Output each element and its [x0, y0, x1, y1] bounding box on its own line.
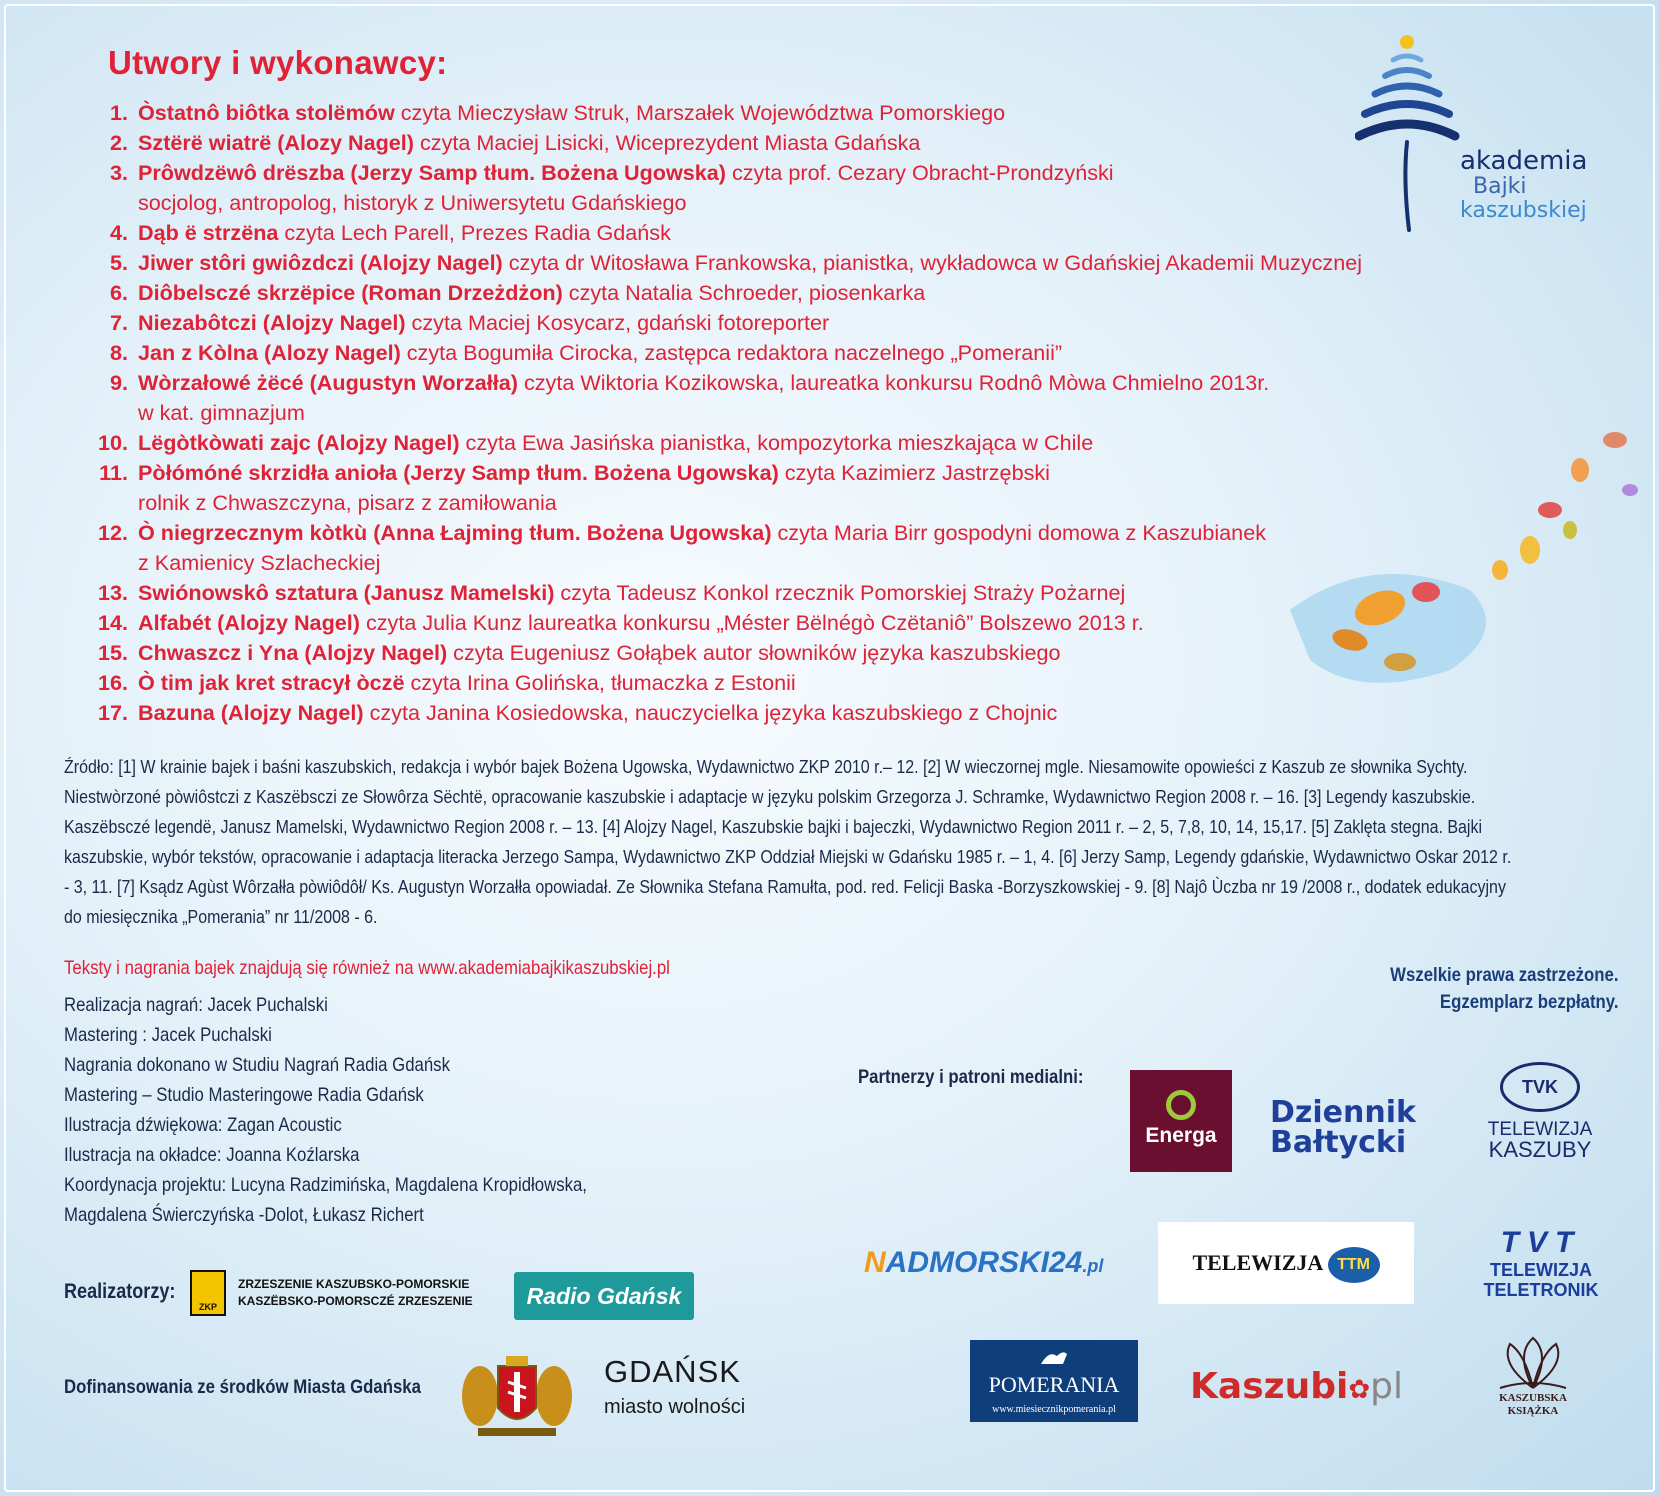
- credit-line: Ilustracja dźwiękowa: Zagan Acoustic: [64, 1114, 342, 1136]
- kszk-line1: KASZUBSKA: [1499, 1392, 1567, 1404]
- track-title: Prôwdzëwô drëszba (Jerzy Samp tłum. Bożena Ugowska): [138, 160, 726, 185]
- free-copy-line: Egzemplarz bezpłatny.: [1440, 991, 1619, 1013]
- gdansk-city-logo: [604, 1354, 764, 1419]
- track-reader: czyta Mieczysław Struk, Marszałek Województwa Pomorskiego: [394, 100, 1006, 125]
- track-number: 9.: [109, 370, 128, 395]
- track-reader-continued: w kat. gimnazjum: [138, 400, 305, 425]
- nadmorski-n: N: [864, 1246, 886, 1279]
- nadmorski-word: ADMORSKI24: [885, 1246, 1083, 1279]
- bajki-word: Bajki: [1473, 174, 1527, 199]
- track-number: 2.: [109, 130, 128, 155]
- track-reader: czyta Bogumiła Cirocka, zastępca redaktora naczelnego „Pomeranii”: [400, 340, 1063, 365]
- track-item: [84, 308, 1504, 338]
- kaszubi-word: Kaszubi: [1190, 1366, 1349, 1407]
- pomerania-title: POMERANIA: [988, 1372, 1120, 1397]
- zkp-mark: ZKP: [199, 1302, 217, 1312]
- funding-label: Dofinansowania ze środków Miasta Gdańska: [64, 1376, 421, 1398]
- realizatorzy-label: Realizatorzy:: [64, 1280, 176, 1303]
- tvk-line2: KASZUBY: [1488, 1137, 1592, 1162]
- track-title: Sztërë wiatrë (Alozy Nagel): [138, 130, 414, 155]
- track-number: 15.: [97, 640, 128, 665]
- track-reader: czyta Natalia Schroeder, piosenkarka: [562, 280, 926, 305]
- tvt-line1: TELEWIZJA: [1490, 1260, 1592, 1280]
- partners-label: Partnerzy i patroni medialni:: [858, 1066, 1084, 1088]
- track-reader: czyta Wiktoria Kozikowska, laureatka konkursu Rodnô Mòwa Chmielno 2013r.: [517, 370, 1270, 395]
- credit-line: Koordynacja projektu: Lucyna Radzimińska, Magdalena Kropidłowska,: [64, 1174, 587, 1196]
- track-item: [84, 338, 1504, 368]
- track-item: [84, 428, 1504, 458]
- track-list: [84, 98, 1504, 728]
- track-item: [84, 668, 1504, 698]
- pomerania-url: www.miesiecznikpomerania.pl: [992, 1404, 1116, 1415]
- ttm-word: TELEWIZJA: [1192, 1250, 1323, 1275]
- nadmorski24-logo: [864, 1246, 1103, 1280]
- track-number: 1.: [109, 100, 128, 125]
- track-title: Jiwer stôri gwiôzdczi (Alojzy Nagel): [138, 250, 503, 275]
- track-reader: czyta Kazimierz Jastrzębski: [778, 460, 1050, 485]
- griffin-icon: [1039, 1348, 1069, 1366]
- track-number: 6.: [109, 280, 128, 305]
- track-reader: czyta Julia Kunz laureatka konkursu „Méster Bëlnégò Czëtaniô” Bolszewo 2013 r.: [359, 610, 1144, 635]
- credit-line: Realizacja nagrań: Jacek Puchalski: [64, 994, 328, 1016]
- track-reader: czyta Ewa Jasińska pianistka, kompozytorka mieszkająca w Chile: [459, 430, 1094, 455]
- tvt-icon: TVT: [1500, 1226, 1582, 1259]
- credit-line: Mastering : Jacek Puchalski: [64, 1024, 272, 1046]
- ttm-icon: TTM: [1328, 1247, 1380, 1283]
- kaszubi-pl: pl: [1370, 1366, 1403, 1407]
- track-number: 4.: [109, 220, 128, 245]
- kaszubi-pl-logo: [1190, 1366, 1403, 1407]
- track-reader: czyta Tadeusz Konkol rzecznik Pomorskiej Straży Pożarnej: [554, 580, 1126, 605]
- track-reader: czyta Maciej Lisicki, Wiceprezydent Miasta Gdańska: [414, 130, 921, 155]
- track-number: 11.: [99, 460, 128, 485]
- pomerania-logo: [970, 1340, 1138, 1422]
- source-line: kaszubskie, wybór tekstów, opracowanie i adaptacja literacka Jerzego Sampa, Wydawnictwo ZKP Oddział Miejski w Gdańsku 1985 r. – 1, 4. [6] Jerzy Samp, Legendy gdańskie, Wydawnictwo Oskar 2012 r.: [64, 846, 1512, 867]
- track-title: Lëgòtkòwati zajc (Alojzy Nagel): [138, 430, 460, 455]
- zkp-logo: [190, 1270, 480, 1316]
- track-title: Jan z Kòlna (Alozy Nagel): [138, 340, 401, 365]
- source-line: Źródło: [1] W krainie bajek i baśni kaszubskich, redakcja i wybór bajek Bożena Ugowska, Wydawnictwo ZKP 2010 r.– 12. [2] W wieczornej mgle. Niesamowite opowieści z Kaszub ze słownika Sychty.: [64, 756, 1468, 777]
- track-number: 13.: [97, 580, 128, 605]
- credits-list: [64, 990, 672, 1230]
- track-item: [84, 638, 1504, 668]
- source-line: Niestwòrzoné pòwiôstczi z Kaszëbsczi ze Słowôrza Sëchtë, opracowanie kaszubskie i adaptacje w języku polskim Grzegorza J. Schramke, Wydawnictwo Region 2008 r. – 16. [3] Legendy kaszubskie.: [64, 786, 1476, 807]
- track-reader-continued: socjolog, antropolog, historyk z Uniwersytetu Gdańskiego: [138, 190, 687, 215]
- track-item: [84, 458, 1504, 518]
- track-number: 7.: [109, 310, 128, 335]
- energa-word: Energa: [1145, 1124, 1217, 1147]
- kaszubska-ksiazka-logo: [1470, 1334, 1596, 1424]
- track-title: Ò tim jak kret stracył òczë: [138, 670, 405, 695]
- sources-paragraph: [64, 752, 1629, 932]
- track-item: [84, 248, 1504, 278]
- track-item: [84, 608, 1504, 638]
- tvk-line1: TELEWIZJA: [1487, 1119, 1593, 1140]
- zkp-line2: KASZËBSKO-POMORSCZÉ ZRZESZENIE: [238, 1294, 473, 1308]
- book-fan-icon: [1470, 1334, 1596, 1392]
- track-item: [84, 578, 1504, 608]
- source-line: do miesięcznika „Pomerania” nr 11/2008 - 6.: [64, 906, 378, 927]
- track-title: Dąb ë strzëna: [138, 220, 279, 245]
- track-title: Pòłómóné skrzidła anioła (Jerzy Samp tłum. Bożena Ugowska): [138, 460, 779, 485]
- tvk-icon: TVK: [1500, 1062, 1580, 1112]
- gdansk-coat-of-arms-icon: [458, 1352, 576, 1440]
- track-number: 16.: [97, 670, 128, 695]
- credit-line: Magdalena Świerczyńska -Dolot, Łukasz Richert: [64, 1204, 424, 1226]
- source-line: Kaszëbsczé legendë, Janusz Mamelski, Wydawnictwo Region 2008 r. – 13. [4] Alojzy Nagel, Kaszubskie bajki i bajeczki, Wydawnictwo Region 2011 r. – 2, 5, 7,8, 10, 14, 15,17. [5] Zaklęta stegna. Bajki: [64, 816, 1483, 837]
- track-title: Alfabét (Alojzy Nagel): [138, 610, 360, 635]
- dziennik-baltycki-logo: [1270, 1095, 1460, 1160]
- track-item: [84, 128, 1504, 158]
- kszk-line2: KSIĄŻKA: [1507, 1405, 1559, 1417]
- track-title: Chwaszcz i Yna (Alojzy Nagel): [138, 640, 448, 665]
- track-number: 12.: [97, 520, 128, 545]
- telewizja-teletronik-logo: [1475, 1226, 1607, 1300]
- baltycki-word: Bałtycki: [1270, 1125, 1407, 1160]
- track-item: [84, 518, 1504, 578]
- website-note: Teksty i nagrania bajek znajdują się również na www.akademiabajkikaszubskiej.pl: [64, 957, 670, 979]
- rights-notice: [1353, 962, 1619, 1016]
- page-title: Utwory i wykonawcy:: [108, 44, 448, 81]
- credit-line: Ilustracja na okładce: Joanna Koźlarska: [64, 1144, 360, 1166]
- nadmorski-pl: .pl: [1082, 1256, 1104, 1276]
- track-reader: czyta prof. Cezary Obracht-Prondzyński: [725, 160, 1114, 185]
- tvt-line2: TELETRONIK: [1483, 1280, 1599, 1300]
- track-number: 14.: [97, 610, 128, 635]
- track-title: Niezabôtczi (Alojzy Nagel): [138, 310, 406, 335]
- track-title: Ò niegrzecznym kòtkù (Anna Łajming tłum. Bożena Ugowska): [138, 520, 772, 545]
- track-reader-continued: z Kamienicy Szlacheckiej: [138, 550, 381, 575]
- gdansk-word: GDAŃSK: [604, 1354, 741, 1389]
- radio-gdansk-logo: Radio Gdańsk: [514, 1272, 694, 1320]
- track-title: Bazuna (Alojzy Nagel): [138, 700, 364, 725]
- credit-line: Mastering – Studio Masteringowe Radia Gdańsk: [64, 1084, 424, 1106]
- track-reader-continued: rolnik z Chwaszczyna, pisarz z zamiłowania: [138, 490, 557, 515]
- track-title: Swiónowskô sztatura (Janusz Mamelski): [138, 580, 555, 605]
- energa-icon: [1166, 1090, 1196, 1120]
- kaszubskiej-word: kaszubskiej: [1460, 198, 1587, 223]
- track-item: [84, 218, 1504, 248]
- zkp-line1: ZRZESZENIE KASZUBSKO-POMORSKIE: [238, 1277, 470, 1291]
- zkp-shield-icon: [190, 1270, 226, 1316]
- track-reader: czyta Lech Parell, Prezes Radia Gdańsk: [278, 220, 671, 245]
- track-reader: czyta Irina Golińska, tłumaczka z Estonii: [404, 670, 796, 695]
- gdansk-slogan: miasto wolności: [604, 1396, 746, 1418]
- track-reader: czyta Maria Birr gospodyni domowa z Kaszubianek: [771, 520, 1266, 545]
- track-number: 17.: [97, 700, 128, 725]
- track-title: Wòrzałowé żëcé (Augustyn Worzałła): [138, 370, 518, 395]
- track-number: 5.: [109, 250, 128, 275]
- track-item: [84, 368, 1504, 428]
- track-title: Diôbelsczé skrzëpice (Roman Drzeżdżon): [138, 280, 563, 305]
- track-number: 10.: [97, 430, 128, 455]
- flower-icon: ✿: [1348, 1375, 1371, 1405]
- track-item: [84, 278, 1504, 308]
- track-item: [84, 698, 1504, 728]
- track-reader: czyta Janina Kosiedowska, nauczycielka języka kaszubskiego z Chojnic: [363, 700, 1058, 725]
- track-item: [84, 98, 1504, 128]
- track-title: Òstatnô biôtka stolëmów: [138, 100, 395, 125]
- track-reader: czyta dr Witosława Frankowska, pianistka, wykładowca w Gdańskiej Akademii Muzycznej: [502, 250, 1363, 275]
- track-reader: czyta Eugeniusz Gołąbek autor słowników języka kaszubskiego: [447, 640, 1061, 665]
- source-line: - 3, 11. [7] Ksądz Agùst Wôrzałła pòwiôdôł/ Ks. Augustyn Worzałła opowiadał. Ze Słownika Stefana Ramułta, pod. red. Felicji Baska -Borzyszkowskiej - 9. [8] Najô Ùczba nr 19 /2008 r., dodatek edukacyjny: [64, 876, 1506, 897]
- track-number: 8.: [109, 340, 128, 365]
- track-item: [84, 158, 1504, 218]
- credit-line: Nagrania dokonano w Studiu Nagrań Radia Gdańsk: [64, 1054, 450, 1076]
- track-reader: czyta Maciej Kosycarz, gdański fotoreporter: [405, 310, 830, 335]
- track-number: 3.: [109, 160, 128, 185]
- telewizja-ttm-logo: [1158, 1222, 1414, 1304]
- dziennik-word: Dziennik: [1270, 1095, 1416, 1130]
- energa-logo: [1130, 1070, 1232, 1172]
- rights-line: Wszelkie prawa zastrzeżone.: [1390, 964, 1619, 986]
- telewizja-kaszuby-logo: [1480, 1062, 1600, 1160]
- akademia-word: akademia: [1460, 146, 1588, 176]
